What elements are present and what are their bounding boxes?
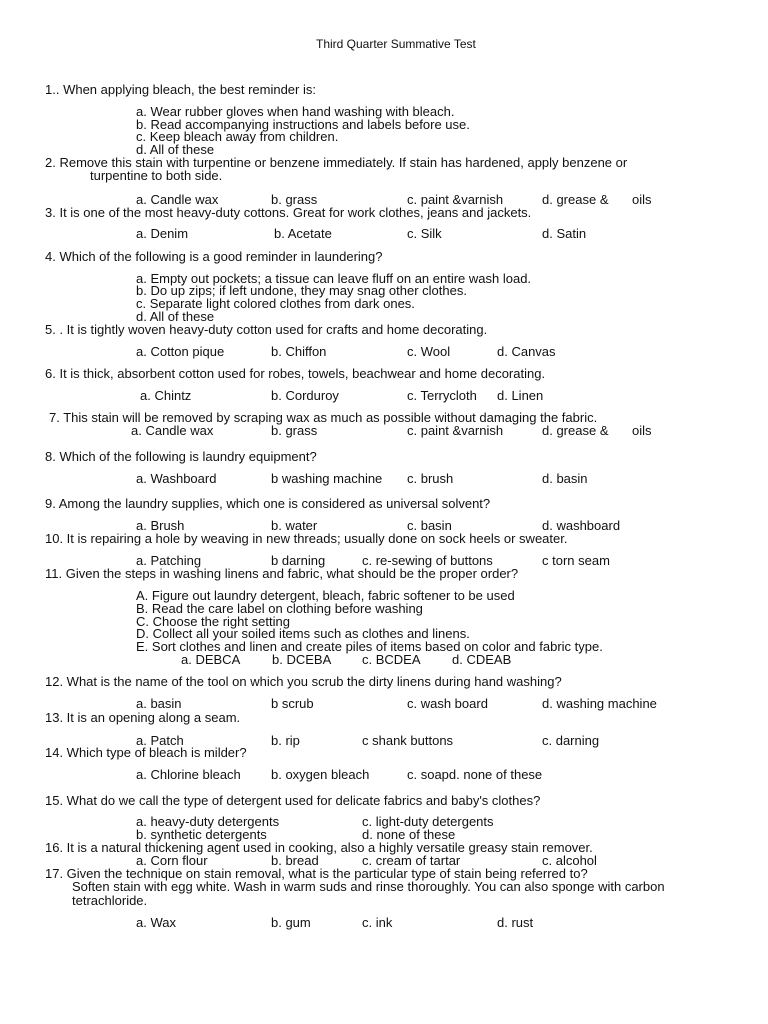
question-5-option-d: d. Canvas — [497, 344, 556, 359]
question-17-stem: 17. Given the technique on stain removal, what is the particular type of stain being referred to? — [45, 866, 588, 881]
question-10-option-d: c torn seam — [542, 553, 610, 568]
question-6-option-b: b. Corduroy — [271, 388, 339, 403]
question-11-step-c: C. Choose the right setting — [136, 614, 290, 629]
question-12-option-a: a. basin — [136, 696, 182, 711]
question-3-option-c: c. Silk — [407, 226, 442, 241]
question-15-stem: 15. What do we call the type of detergent used for delicate fabrics and baby's clothes? — [45, 793, 541, 808]
question-9-option-d: d. washboard — [542, 518, 621, 533]
question-10-option-c: c. re-sewing of buttons — [362, 553, 493, 568]
question-3-option-b: b. Acetate — [274, 226, 332, 241]
question-2-option-b: b. grass — [271, 192, 318, 207]
question-9-stem: 9. Among the laundry supplies, which one is considered as universal solvent? — [45, 496, 491, 511]
question-2-option-d: d. grease & — [542, 192, 609, 207]
question-11-option-a: a. DEBCA — [181, 652, 241, 667]
question-6-option-c: c. Terrycloth — [407, 388, 477, 403]
question-11-option-d: d. CDEAB — [452, 652, 512, 667]
question-4-option-d: d. All of these — [136, 309, 215, 324]
question-5-stem: 5. . It is tightly woven heavy-duty cotton used for crafts and home decorating. — [45, 322, 488, 337]
question-16-option-a: a. Corn flour — [136, 853, 208, 868]
question-12-option-b: b scrub — [271, 696, 314, 711]
question-3-option-a: a. Denim — [136, 226, 189, 241]
question-4-stem: 4. Which of the following is a good reminder in laundering? — [45, 249, 383, 264]
question-12-stem: 12. What is the name of the tool on which you scrub the dirty linens during hand washing? — [45, 674, 562, 689]
question-13-stem: 13. It is an opening along a seam. — [45, 710, 241, 725]
question-13-option-d: c. darning — [542, 733, 600, 748]
question-1-stem: 1.. When applying bleach, the best reminder is: — [45, 82, 316, 97]
question-17-option-d: d. rust — [497, 915, 534, 930]
question-17-option-b: b. gum — [271, 915, 311, 930]
question-8-option-d: d. basin — [542, 471, 588, 486]
question-7-option-d: d. grease & — [542, 423, 609, 438]
question-13-option-b: b. rip — [271, 733, 300, 748]
question-11-option-b: b. DCEBA — [272, 652, 332, 667]
question-7-option-b: b. grass — [271, 423, 318, 438]
question-16-option-c: c. cream of tartar — [362, 853, 461, 868]
question-13-option-c: c shank buttons — [362, 733, 454, 748]
question-16-stem: 16. It is a natural thickening agent used in cooking, also a highly versatile greasy stain remover. — [45, 840, 593, 855]
question-11-option-c: c. BCDEA — [362, 652, 421, 667]
question-11-step-e: E. Sort clothes and linen and create piles of items based on color and fabric type. — [136, 639, 603, 654]
question-2-option-d-continued: oils — [632, 192, 652, 207]
question-12-option-c: c. wash board — [407, 696, 488, 711]
question-15-option-b: b. synthetic detergents — [136, 827, 267, 842]
question-15-option-c: c. light-duty detergents — [362, 814, 494, 829]
question-11-step-a: A. Figure out laundry detergent, bleach, fabric softener to be used — [136, 588, 515, 603]
question-9-option-b: b. water — [271, 518, 318, 533]
question-14-option-c: c. soapd. none of these — [407, 767, 543, 782]
question-4-option-b: b. Do up zips; if left undone, they may snag other clothes. — [136, 283, 467, 298]
question-17-option-a: a. Wax — [136, 915, 176, 930]
question-11-step-d: D. Collect all your soiled items such as clothes and linens. — [136, 626, 470, 641]
question-10-stem: 10. It is repairing a hole by weaving in new threads; usually done on sock heels or sweater. — [45, 531, 568, 546]
question-15-option-d: d. none of these — [362, 827, 456, 842]
question-7-stem: 7. This stain will be removed by scraping wax as much as possible without damaging the fabric. — [49, 410, 598, 425]
question-17-option-c: c. ink — [362, 915, 393, 930]
question-6-stem: 6. It is thick, absorbent cotton used for robes, towels, beachwear and home decorating. — [45, 366, 546, 381]
question-5-option-b: b. Chiffon — [271, 344, 327, 359]
question-11-stem: 11. Given the steps in washing linens and fabric, what should be the proper order? — [45, 566, 519, 581]
question-1-option-a: a. Wear rubber gloves when hand washing with bleach. — [136, 104, 455, 119]
question-14-option-b: b. oxygen bleach — [271, 767, 370, 782]
question-8-option-c: c. brush — [407, 471, 454, 486]
question-4-option-a: a. Empty out pockets; a tissue can leave fluff on an entire wash load. — [136, 271, 532, 286]
question-7-option-c: c. paint &varnish — [407, 423, 504, 438]
question-12-option-d: d. washing machine — [542, 696, 657, 711]
question-16-option-d: c. alcohol — [542, 853, 597, 868]
question-5-option-c: c. Wool — [407, 344, 451, 359]
question-2-stem: 2. Remove this stain with turpentine or benzene immediately. If stain has hardened, apply benzene or — [45, 155, 628, 170]
question-2-option-a: a. Candle wax — [136, 192, 219, 207]
question-17-stem-line-2: Soften stain with egg white. Wash in warm suds and rinse thoroughly. You can also sponge with carbon — [72, 879, 665, 894]
question-1-option-c: c. Keep bleach away from children. — [136, 129, 339, 144]
question-9-option-a: a. Brush — [136, 518, 185, 533]
question-11-step-b: B. Read the care label on clothing before washing — [136, 601, 423, 616]
question-4-option-c: c. Separate light colored clothes from dark ones. — [136, 296, 415, 311]
question-16-option-b: b. bread — [271, 853, 319, 868]
question-7-option-d-continued: oils — [632, 423, 652, 438]
question-10-option-b: b darning — [271, 553, 326, 568]
question-3-option-d: d. Satin — [542, 226, 587, 241]
question-1-option-b: b. Read accompanying instructions and labels before use. — [136, 117, 470, 132]
question-8-option-b: b washing machine — [271, 471, 383, 486]
question-6-option-a: a. Chintz — [140, 388, 192, 403]
question-15-option-a: a. heavy-duty detergents — [136, 814, 280, 829]
question-3-stem: 3. It is one of the most heavy-duty cottons. Great for work clothes, jeans and jackets. — [45, 205, 532, 220]
question-6-option-d: d. Linen — [497, 388, 544, 403]
question-8-option-a: a. Washboard — [136, 471, 217, 486]
page-title: Third Quarter Summative Test — [316, 37, 476, 51]
question-2-option-c: c. paint &varnish — [407, 192, 504, 207]
question-9-option-c: c. basin — [407, 518, 452, 533]
question-1-option-d: d. All of these — [136, 142, 215, 157]
question-5-option-a: a. Cotton pique — [136, 344, 225, 359]
question-10-option-a: a. Patching — [136, 553, 202, 568]
question-7-option-a: a. Candle wax — [131, 423, 214, 438]
question-14-option-a: a. Chlorine bleach — [136, 767, 241, 782]
question-2-stem-continued: turpentine to both side. — [90, 168, 223, 183]
question-14-stem: 14. Which type of bleach is milder? — [45, 745, 247, 760]
question-13-option-a: a. Patch — [136, 733, 184, 748]
question-17-stem-line-3: tetrachloride. — [72, 893, 148, 908]
question-8-stem: 8. Which of the following is laundry equipment? — [45, 449, 317, 464]
